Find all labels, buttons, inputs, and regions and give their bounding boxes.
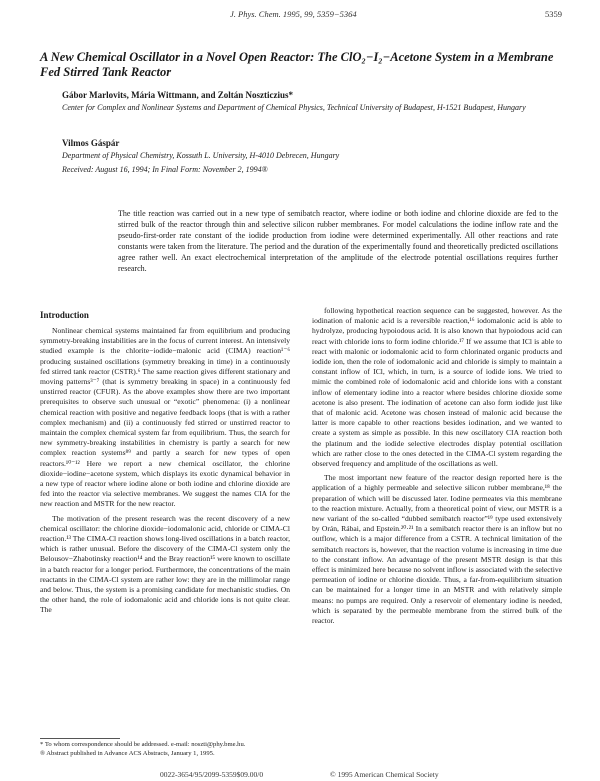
footnotes [40, 741, 295, 758]
affiliation-2: Department of Physical Chemistry, Kossuth L. University, H-4010 Debrecen, Hungary [62, 151, 340, 160]
paragraph: Nonlinear chemical systems maintained far from equilibrium and producing symmetry-breaking instabilities are in the focus of current interest. An intensively studied example is the chlorite−iodide−malonic acid (CIMA) reaction¹⁻⁶ producing sustained oscillations (symmetry breaking in time) in a continuously fed stirred tank reactor (CSTR).⁶ The same reaction gives different stationary and moving patterns³⁻⁷ (that is symmetry breaking in space) in a continuously fed unstirred reactor (CFUR). As the above examples show there are two important prerequisites to observe such unusual or “exotic” phenomena: (i) a nonlinear chemical reaction with positive and negative feedback loops (that is with a rather complex mechanism) and (ii) a continuously fed stirred or unstirred reactor to maintain the complex chemical system far from equilibrium. Thus, the search for new symmetry-breaking instabilities in chemistry is partly a search for new complex reaction systems⁸⁹ and partly a search for new types of open reactors.¹⁰⁻¹² Here we report a new chemical oscillator, the chlorine dioxide−iodine−acetone system, which displays its exotic dynamical behavior in a new type of reactor where iodine alone or both iodine and chlorine dioxide are fed into the reactor via selective membranes. We suggest the names CIA for the new reaction and MSTR for the new reactor. [40, 326, 290, 509]
paper-title: A New Chemical Oscillator in a Novel Open Reactor: The ClO₂−I₂−Acetone System in a Membrane Fed Stirred Tank Reactor [40, 50, 554, 79]
footnote: * To whom correspondence should be addressed. e-mail: noszti@phy.bme.hu. [40, 741, 246, 748]
right-column [312, 306, 562, 630]
authors-group-2: Vilmos Gáspár [62, 138, 120, 148]
footer-copyright: © 1995 American Chemical Society [330, 770, 439, 779]
footnote: ® Abstract published in Advance ACS Abstracts, January 1, 1995. [40, 749, 215, 757]
paragraph: The most important new feature of the reactor design reported here is the application of a highly permeable and selective silicon rubber membrane,¹⁸ the preparation of which will be discussed later. Iodine permeates via this membrane to the reaction mixture. Actually, from a theoretical point of view, our MSTR is a new variant of the so-called “dubbed semibatch reactor”¹⁹ type used extensively by Orán, Rábai, and Epstein.²⁰·²¹ In a semibatch reactor there is an inflow but no outflow, which is a major difference from a CSTR. A technical limitation of the semibatch reactors is, however, that the reaction volume is increasing in time due to the constant inflow. An advantage of the present MSTR design is that this effect is minimized here because no solvent inflow is associated with the selective permeation of iodine or chlorine dioxide. Thus, a far-from-equilibrium situation can be maintained for a longer time in an MSTR and with relatively simple means: no pumps are required. Only a reservoir of elementary iodine is needed, which is separated by the permeable membrane from the stirred bulk of the reactor. [312, 473, 562, 626]
authors-group-1: Gábor Marlovits, Mária Wittmann, and Zoltán Noszticzius* [62, 90, 294, 100]
footnote-divider [40, 738, 120, 739]
received-dates: Received: August 16, 1994; In Final Form: November 2, 1994® [62, 165, 268, 174]
affiliation-1: Center for Complex and Nonlinear Systems and Department of Chemical Physics, Technical University of Budapest, H-1521 Budapest, Hungary [62, 103, 526, 112]
page-number: 5359 [545, 9, 562, 19]
abstract: The title reaction was carried out in a new type of semibatch reactor, where iodine or both iodine and chlorine dioxide are fed to the stirred bulk of the reactor through thin and selective silicon rubber membranes. For model calculations the iodine inflow rate and the pseudo-first-order rate constant of the iodide production from iodine were determined experimentally. All other reactions and rate constants were taken from the literature. The period and the duration of the experimentally found and theoretically predicted oscillations agree rather well. An exact electrochemical interpretation of the amplitude of the electrode potential oscillations requires further research. [118, 209, 558, 273]
journal-header: J. Phys. Chem. 1995, 99, 5359−5364 [230, 9, 357, 19]
section-heading-introduction: Introduction [40, 310, 89, 320]
paragraph: following hypothetical reaction sequence can be suggested, however. As the iodination of malonic acid is a reversible reaction,¹⁶ iodomalonic acid is able to hydrolyze, producing hypoiodous acid. It is also known that hypoiodous acid can react with chloride ions to form iodine chloride.¹⁷ If we assume that ICl is able to react with malonic or iodomalonic acid to form chlorinated organic products and iodide ion, then the role of iodomalonic acid and chloride is simply to maintain a constant inflow of ICl, which, in turn, is a source of iodide ions. We tried to mimic the combined role of iodomalonic acid and chloride ions with a constant inflow of elementary iodine into a reactor where besides chlorine dioxide some acetone is also present. The iodination of acetone can also form iodide just like that of malonic acid. Acetone was chosen instead of malonic acid because the latter is more capable to other reactions besides iodination, and we wanted to create a system as simple as possible. In this new oscillatory CIA reaction both the platinum and the iodide selective electrodes display potential oscillation which are rather close to the ones detected in the CIMA-Cl system regarding the observed frequency and amplitude of the oscillations as well. [312, 306, 562, 469]
left-column [40, 326, 290, 620]
footer-code: 0022-3654/95/2099-5359$09.00/0 [160, 770, 264, 779]
paragraph: The motivation of the present research was the recent discovery of a new chemical oscillator: the chlorine dioxide−iodomalonic acid, chloride or CIMA-Cl reaction.¹³ The CIMA-Cl reaction shows long-lived oscillations in a batch reactor, which is rather unusual. Before the discovery of the CIMA-Cl system only the Belousov−Zhabotinsky reaction¹⁴ and the Bray reaction¹⁵ were known to oscillate in a batch reactor for a longer period. Furthermore, the concentrations of the main reactants in the CIMA-Cl system are rather low: they are in the millimolar range and below. Thus, the system is a promising candidate for mechanistic studies. On the other hand, the role of iodomalonic acid and chloride ions is not quite clear. The [40, 513, 290, 615]
